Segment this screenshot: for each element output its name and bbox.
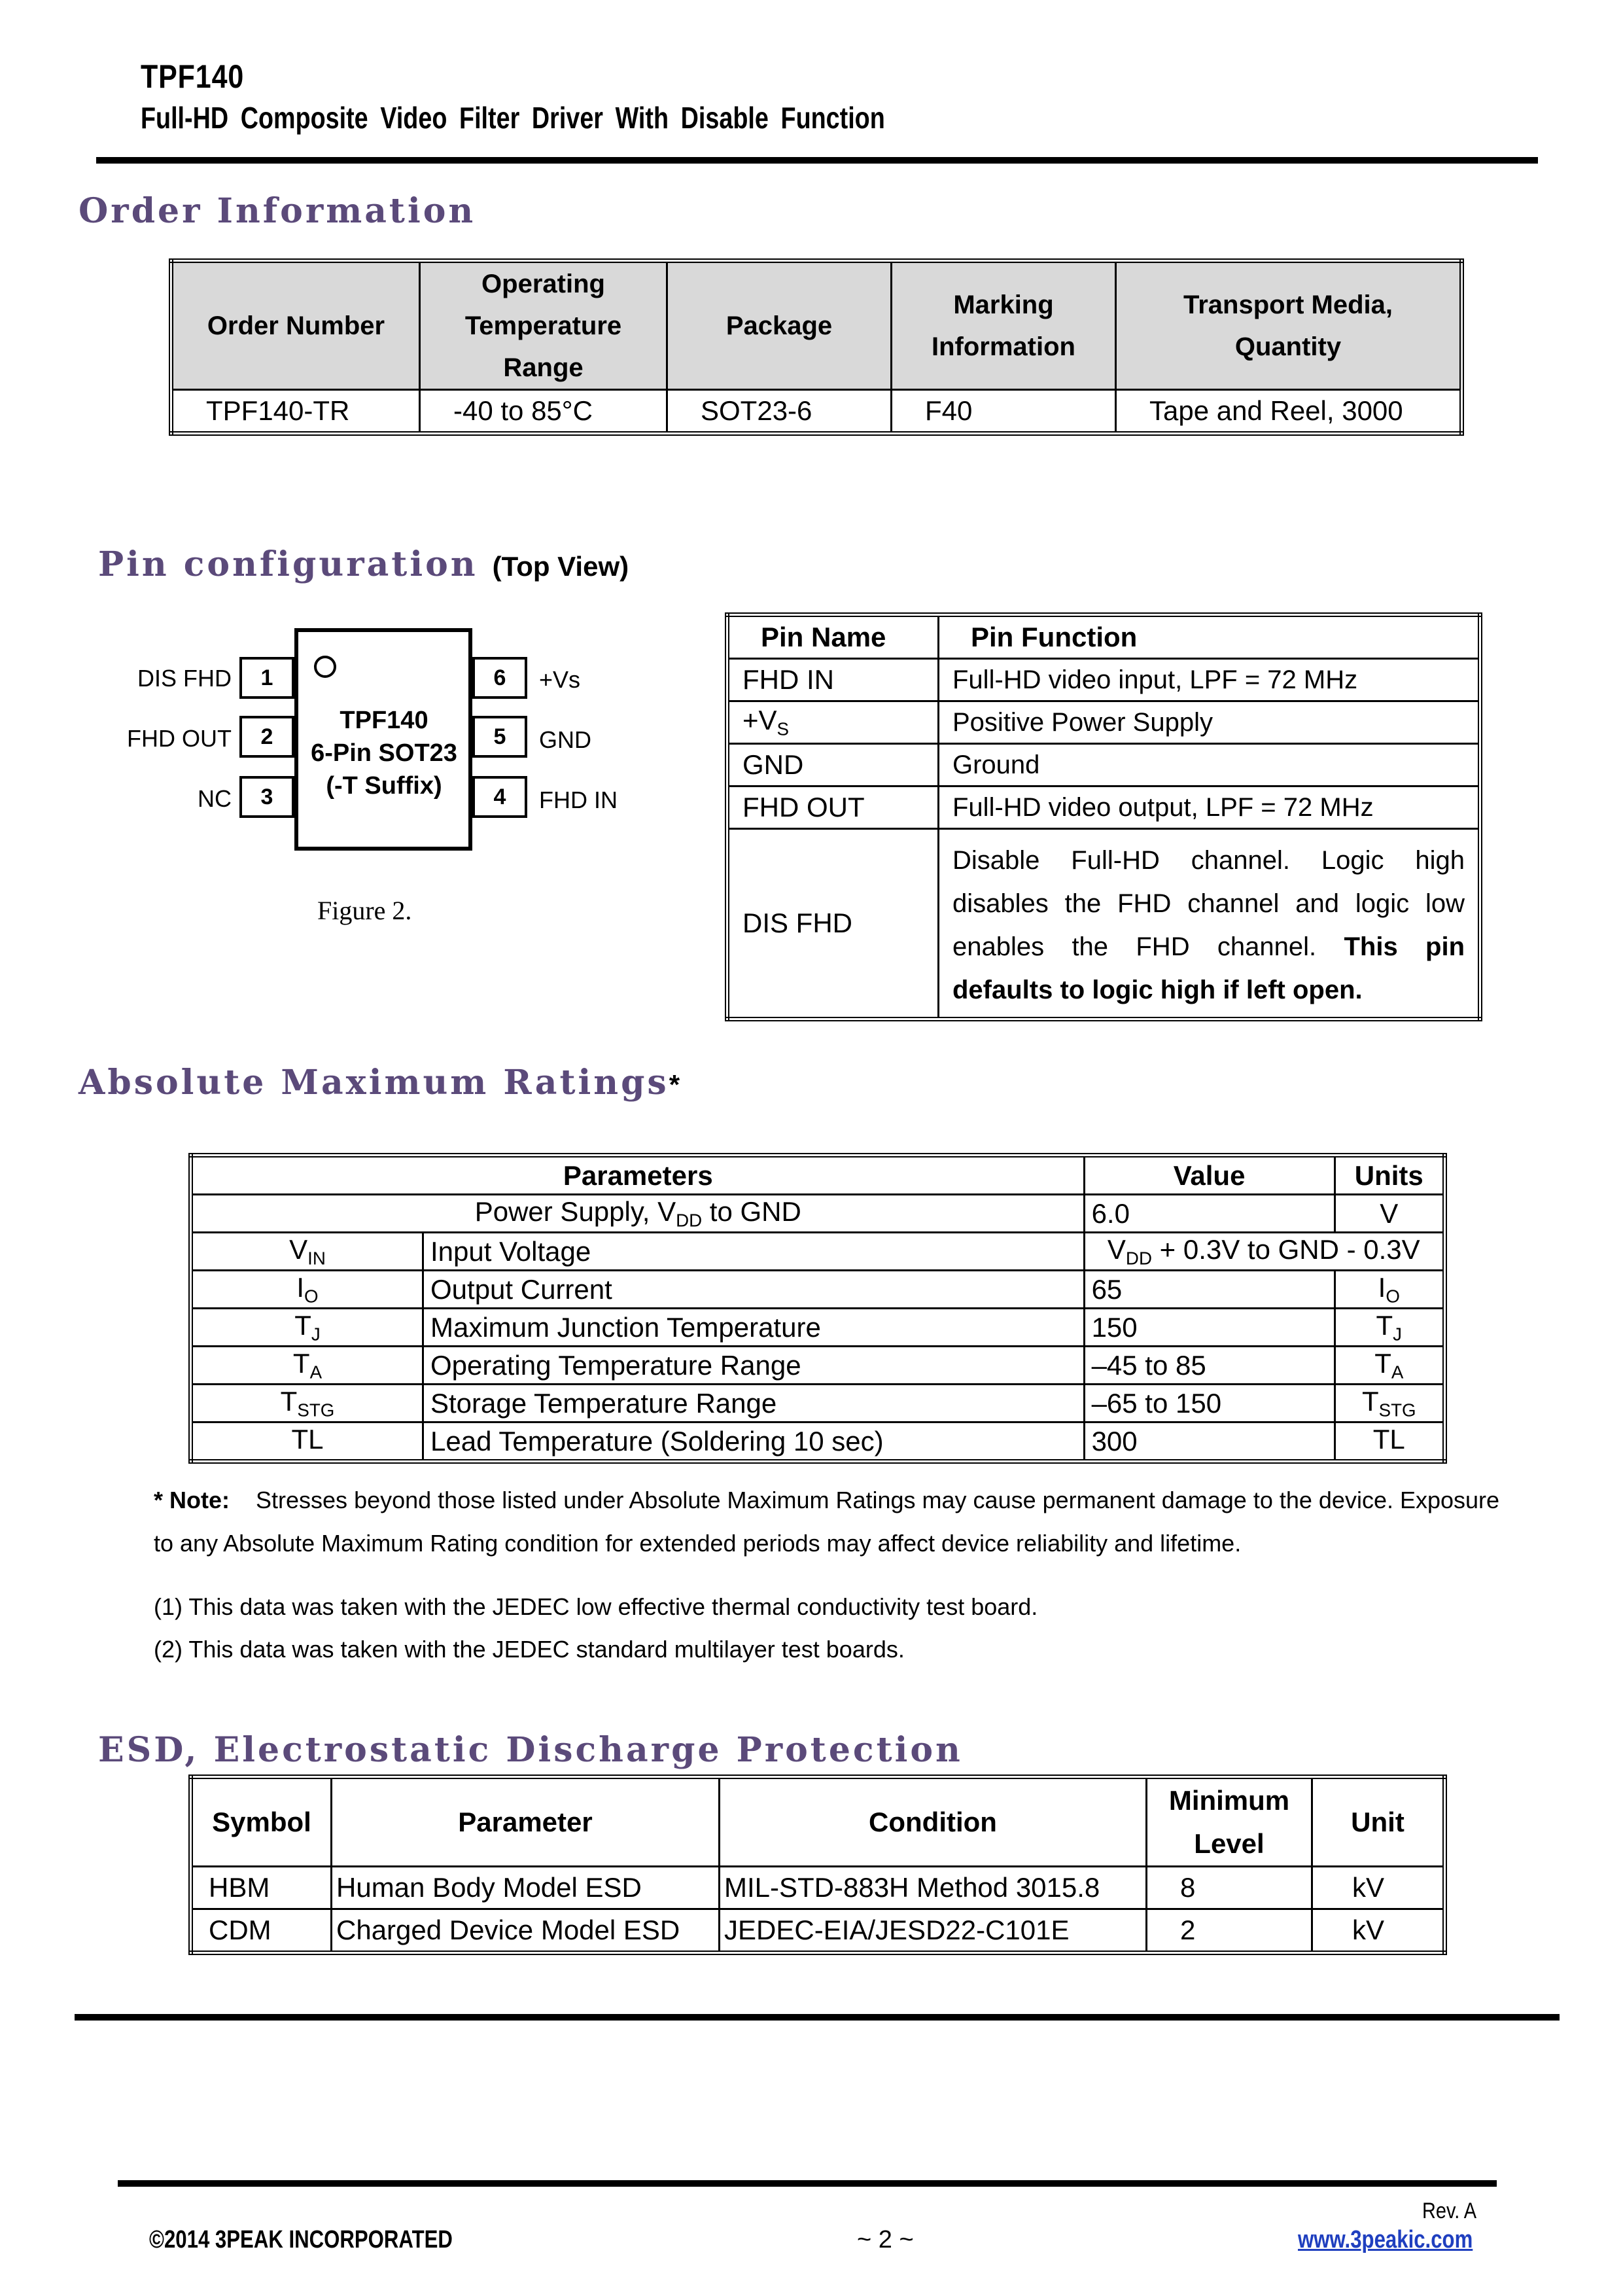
esd-parameter: Charged Device Model ESD bbox=[332, 1909, 720, 1953]
pin-function: Positive Power Supply bbox=[939, 701, 1480, 744]
abs-max-asterisk: * bbox=[669, 1069, 680, 1100]
pin-function: Full-HD video output, LPF = 72 MHz bbox=[939, 786, 1480, 829]
pin-config-title: Pin configuration (Top View) bbox=[98, 544, 629, 584]
figure-caption: Figure 2. bbox=[317, 896, 412, 925]
abs-max-value: 150 bbox=[1084, 1309, 1335, 1347]
abs-max-param: Input Voltage bbox=[423, 1233, 1085, 1271]
abs-max-symbol: $V_{IN}$ bbox=[191, 1233, 423, 1271]
pin-5-label: GND bbox=[539, 726, 591, 753]
pin-name: FHD IN bbox=[727, 659, 939, 701]
esd-header-condition: Condition bbox=[720, 1777, 1147, 1867]
abs-max-row bbox=[191, 1271, 1445, 1309]
pin-row-dis-fhd bbox=[727, 829, 1480, 1019]
pin-3-label: NC bbox=[198, 785, 232, 812]
pin-2-label: FHD OUT bbox=[127, 725, 232, 752]
abs-max-header-value: Value bbox=[1084, 1156, 1335, 1195]
abs-max-header-params: Parameters bbox=[191, 1156, 1085, 1195]
pin-4-box: 4 bbox=[472, 776, 527, 818]
pin-5-box: 5 bbox=[472, 716, 527, 758]
abs-max-value: –45 to 85 bbox=[1084, 1347, 1335, 1385]
abs-max-unit: $T_A$ bbox=[1335, 1347, 1444, 1385]
order-header-marking: Marking Information bbox=[892, 261, 1116, 390]
footer-rule bbox=[118, 2180, 1497, 2187]
esd-symbol: HBM bbox=[191, 1867, 332, 1909]
abs-max-symbol: $T_{STG}$ bbox=[191, 1385, 423, 1422]
abs-max-param: Storage Temperature Range bbox=[423, 1385, 1085, 1422]
order-cell-package: SOT23-6 bbox=[667, 390, 892, 434]
pin-4-label: FHD IN bbox=[539, 786, 618, 813]
pin-row-vs bbox=[727, 701, 1480, 744]
note-label: * Note: bbox=[154, 1487, 230, 1513]
copyright: ©2014 3PEAK INCORPORATED bbox=[149, 2226, 453, 2253]
abs-max-unit: TL bbox=[1335, 1422, 1444, 1462]
pin-name: GND bbox=[727, 744, 939, 786]
esd-condition: JEDEC-EIA/JESD22-C101E bbox=[720, 1909, 1147, 1953]
abs-max-title: Absolute Maximum Ratings* bbox=[79, 1063, 680, 1103]
order-header-row bbox=[171, 261, 1462, 390]
pin-name: $+V_S$ bbox=[727, 701, 939, 744]
esd-unit: kV bbox=[1312, 1867, 1445, 1909]
abs-max-unit: V bbox=[1335, 1195, 1444, 1233]
pin-2-box: 2 bbox=[239, 716, 294, 758]
abs-max-row bbox=[191, 1385, 1445, 1422]
order-cell-number: TPF140-TR bbox=[171, 390, 420, 434]
abs-max-symbol: $I_O$ bbox=[191, 1271, 423, 1309]
abs-max-note-line2: to any Absolute Maximum Rating condition for extended periods may affect device reliability and lifetime. bbox=[154, 1530, 1242, 1557]
abs-max-unit: $T_{STG}$ bbox=[1335, 1385, 1444, 1422]
esd-min-level: 8 bbox=[1147, 1867, 1312, 1909]
esd-header-unit: Unit bbox=[1312, 1777, 1445, 1867]
esd-condition: MIL-STD-883H Method 3015.8 bbox=[720, 1867, 1147, 1909]
abs-max-value: 6.0 bbox=[1084, 1195, 1335, 1233]
abs-max-symbol: $T_J$ bbox=[191, 1309, 423, 1347]
chip-label: TPF140 6-Pin SOT23 (-T Suffix) bbox=[311, 707, 457, 800]
abs-max-note-line1: * Note: Stresses beyond those listed under Absolute Maximum Ratings may cause permanent damage to the device. Exposure bbox=[154, 1487, 1500, 1513]
pin-function: Ground bbox=[939, 744, 1480, 786]
pin-6-label: +Vs bbox=[539, 666, 581, 693]
document-product: TPF140 bbox=[141, 58, 245, 95]
abs-max-param: Output Current bbox=[423, 1271, 1085, 1309]
pin-name: FHD OUT bbox=[727, 786, 939, 829]
esd-symbol: CDM bbox=[191, 1909, 332, 1953]
esd-header-parameter: Parameter bbox=[332, 1777, 720, 1867]
abs-max-param: Operating Temperature Range bbox=[423, 1347, 1085, 1385]
order-cell-marking: F40 bbox=[892, 390, 1116, 434]
abs-max-symbol: $T_A$ bbox=[191, 1347, 423, 1385]
abs-max-table bbox=[188, 1153, 1447, 1464]
order-row bbox=[171, 390, 1462, 434]
esd-header-row bbox=[191, 1777, 1445, 1867]
abs-max-value: –65 to 150 bbox=[1084, 1385, 1335, 1422]
pin-header-name: Pin Name bbox=[727, 615, 939, 659]
abs-max-header-units: Units bbox=[1335, 1156, 1444, 1195]
pin-3-box: 3 bbox=[239, 776, 294, 818]
abs-max-row-supply bbox=[191, 1195, 1445, 1233]
order-info-title: Order Information bbox=[79, 191, 476, 231]
pin-config-suffix: (Top View) bbox=[492, 551, 629, 582]
footnote-2: (2) This data was taken with the JEDEC standard multilayer test boards. bbox=[154, 1636, 905, 1663]
order-header-temp: Operating Temperature Range bbox=[420, 261, 667, 390]
pin-1-label: DIS FHD bbox=[137, 665, 232, 692]
esd-header-symbol: Symbol bbox=[191, 1777, 332, 1867]
esd-unit: kV bbox=[1312, 1909, 1445, 1953]
abs-max-param: Lead Temperature (Soldering 10 sec) bbox=[423, 1422, 1085, 1462]
abs-max-row bbox=[191, 1309, 1445, 1347]
page-number: ~ 2 ~ bbox=[857, 2226, 914, 2253]
abs-max-value: $V_{DD} + 0.3V$ to GND - 0.3V bbox=[1084, 1233, 1444, 1271]
chip-body bbox=[294, 628, 472, 851]
esd-row-hbm bbox=[191, 1867, 1445, 1909]
revision: Rev. A bbox=[1422, 2199, 1476, 2223]
abs-max-value: 65 bbox=[1084, 1271, 1335, 1309]
abs-max-row-vin bbox=[191, 1233, 1445, 1271]
esd-parameter: Human Body Model ESD bbox=[332, 1867, 720, 1909]
section-end-rule bbox=[75, 2014, 1560, 2021]
pin-function-table bbox=[725, 612, 1482, 1021]
abs-max-param: Maximum Junction Temperature bbox=[423, 1309, 1085, 1347]
order-header-transport: Transport Media, Quantity bbox=[1116, 261, 1462, 390]
pin-6-box: 6 bbox=[472, 657, 527, 699]
order-header-number: Order Number bbox=[171, 261, 420, 390]
esd-min-level: 2 bbox=[1147, 1909, 1312, 1953]
footnote-1: (1) This data was taken with the JEDEC low effective thermal conductivity test board. bbox=[154, 1593, 1038, 1620]
website-link[interactable]: www.3peakic.com bbox=[1298, 2226, 1473, 2253]
order-cell-temp: -40 to 85°C bbox=[420, 390, 667, 434]
abs-max-unit: $I_O$ bbox=[1335, 1271, 1444, 1309]
pin-1-box: 1 bbox=[239, 657, 294, 699]
esd-header-min-level: Minimum Level bbox=[1147, 1777, 1312, 1867]
pin-header-row bbox=[727, 615, 1480, 659]
abs-max-param: Power Supply, $V_{DD}$ to GND bbox=[191, 1195, 1085, 1233]
order-header-package: Package bbox=[667, 261, 892, 390]
order-table bbox=[169, 258, 1464, 436]
pin-function: Full-HD video input, LPF = 72 MHz bbox=[939, 659, 1480, 701]
order-cell-transport: Tape and Reel, 3000 bbox=[1116, 390, 1462, 434]
abs-max-unit: $T_J$ bbox=[1335, 1309, 1444, 1347]
abs-max-row bbox=[191, 1422, 1445, 1462]
header-rule bbox=[96, 157, 1538, 164]
abs-max-value: 300 bbox=[1084, 1422, 1335, 1462]
esd-table bbox=[188, 1775, 1447, 1955]
esd-row-cdm bbox=[191, 1909, 1445, 1953]
pin-name: DIS FHD bbox=[727, 829, 939, 1019]
pin1-marker-icon bbox=[314, 656, 336, 678]
pin-row-fhd-out bbox=[727, 786, 1480, 829]
pin-function: Disable Full-HD channel. Logic high disables the FHD channel and logic low enables the FHD channel. This pin defaults to logic high if left open. bbox=[939, 829, 1480, 1019]
abs-max-row bbox=[191, 1347, 1445, 1385]
pin-row-gnd bbox=[727, 744, 1480, 786]
pin-row-fhd-in bbox=[727, 659, 1480, 701]
abs-max-symbol: TL bbox=[191, 1422, 423, 1462]
pin-header-function: Pin Function bbox=[939, 615, 1480, 659]
abs-max-header-row bbox=[191, 1156, 1445, 1195]
document-subtitle: Full-HD Composite Video Filter Driver With Disable Function bbox=[141, 101, 885, 135]
esd-title: ESD, Electrostatic Discharge Protection bbox=[98, 1730, 963, 1770]
